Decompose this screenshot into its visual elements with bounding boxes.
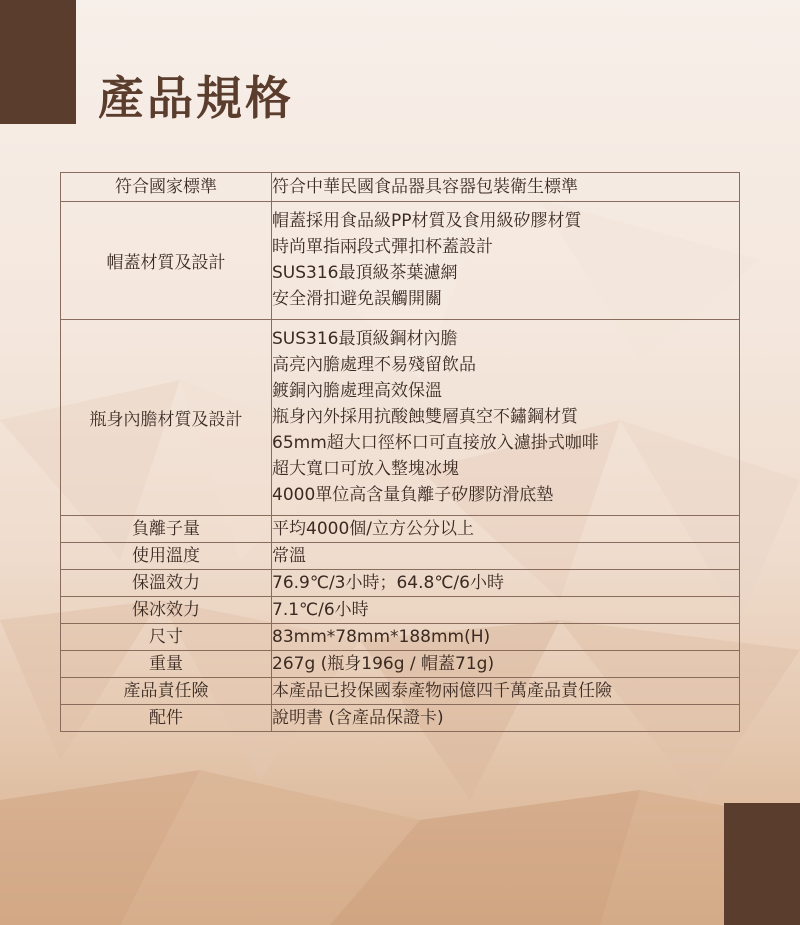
value-line: 超大寬口可放入整塊冰塊: [272, 459, 459, 479]
table-row: [61, 705, 740, 732]
table-row: [61, 597, 740, 624]
table-row: [61, 173, 740, 202]
row-label: 使用溫度: [61, 543, 272, 570]
row-label: 保冰效力: [61, 597, 272, 624]
row-value: [272, 320, 740, 516]
table-row: [61, 516, 740, 543]
value-line: 4000單位高含量負離子矽膠防滑底墊: [272, 485, 554, 505]
row-label: 帽蓋材質及設計: [61, 202, 272, 320]
table-row: [61, 651, 740, 678]
row-value: 常溫: [272, 543, 740, 570]
value-line: 65mm超大口徑杯口可直接放入濾掛式咖啡: [272, 433, 599, 453]
row-value: 7.1℃/6小時: [272, 597, 740, 624]
row-value: 平均4000個/立方公分以上: [272, 516, 740, 543]
value-line: 鍍銅內膽處理高效保溫: [272, 381, 442, 401]
table-row: [61, 624, 740, 651]
row-label: 符合國家標準: [61, 173, 272, 202]
corner-block-bottom-right: [724, 803, 800, 925]
value-line: 安全滑扣避免誤觸開關: [272, 289, 442, 309]
row-value: 說明書 (含產品保證卡): [272, 705, 740, 732]
value-line: 時尚單指兩段式彈扣杯蓋設計: [272, 237, 493, 257]
spec-table: [60, 172, 740, 732]
row-label: 負離子量: [61, 516, 272, 543]
row-label: 尺寸: [61, 624, 272, 651]
page-title: 產品規格: [98, 71, 294, 125]
table-row: [61, 320, 740, 516]
row-label: 瓶身內膽材質及設計: [61, 320, 272, 516]
row-label: 配件: [61, 705, 272, 732]
row-label: 保溫效力: [61, 570, 272, 597]
table-row: [61, 202, 740, 320]
value-line: 瓶身內外採用抗酸蝕雙層真空不鏽鋼材質: [272, 407, 578, 427]
row-value: 83mm*78mm*188mm(H): [272, 624, 740, 651]
value-line: SUS316最頂級鋼材內膽: [272, 329, 458, 349]
row-value: 本產品已投保國泰產物兩億四千萬產品責任險: [272, 678, 740, 705]
row-value: 76.9℃/3小時；64.8℃/6小時: [272, 570, 740, 597]
row-label: 產品責任險: [61, 678, 272, 705]
row-label: 重量: [61, 651, 272, 678]
value-line: 帽蓋採用食品級PP材質及食用級矽膠材質: [272, 211, 582, 231]
value-line: SUS316最頂級茶葉濾網: [272, 263, 458, 283]
row-value: 267g (瓶身196g / 帽蓋71g): [272, 651, 740, 678]
table-row: [61, 678, 740, 705]
row-value: 符合中華民國食品器具容器包裝衛生標準: [272, 173, 740, 202]
value-line: 高亮內膽處理不易殘留飲品: [272, 355, 476, 375]
row-value: [272, 202, 740, 320]
corner-block-top-left: [0, 0, 76, 124]
table-row: [61, 543, 740, 570]
table-row: [61, 570, 740, 597]
